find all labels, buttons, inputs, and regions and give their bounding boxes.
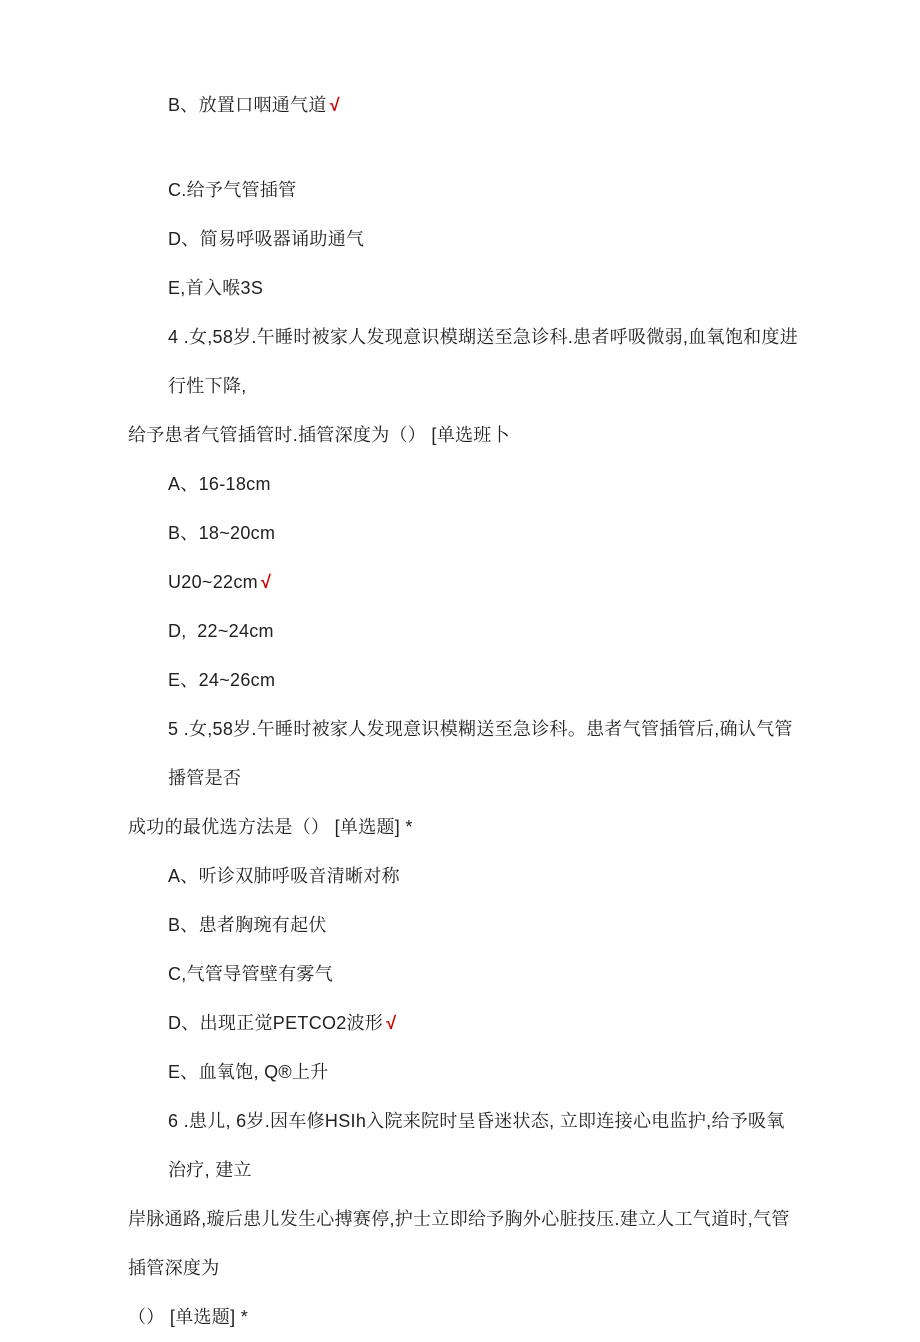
question-text: 5 .女,58岁.午睡时被家人发现意识模糊送至急诊科。患者气管插管后,确认气管播管是否	[168, 719, 793, 788]
q4-option-e	[128, 656, 800, 705]
correct-answer-check-icon: √	[329, 95, 340, 115]
option-text: A、听诊双肺呼吸音清晰对称	[168, 866, 400, 886]
q3-option-d	[128, 215, 800, 264]
question-text: 给予患者气管插管时.插管深度为（） [单选班卜	[128, 425, 510, 445]
question-text: 4 .女,58岁.午睡时被家人发现意识模瑚送至急诊科.患者呼吸微弱,血氧饱和度进行性下降,	[168, 327, 799, 396]
q3-option-b	[128, 81, 800, 130]
option-text: E,首入喉3S	[168, 278, 264, 298]
option-text: E、24~26cm	[168, 670, 276, 690]
q5-option-d	[128, 999, 800, 1048]
q4-option-a	[128, 460, 800, 509]
q5-option-e	[128, 1048, 800, 1097]
option-text: B、放置口咽通气道	[168, 95, 327, 115]
option-text: C,气管导管壁有雾气	[168, 964, 333, 984]
option-text: E、血氧饱, Q®上升	[168, 1062, 329, 1082]
q3-option-c	[128, 166, 800, 215]
option-text: D、出现正觉PETCO2波形	[168, 1013, 384, 1033]
question-5-text-line-1	[128, 705, 800, 803]
q4-option-b	[128, 509, 800, 558]
question-text: 成功的最优选方法是（） [单选题] *	[128, 817, 413, 837]
question-6-text-line-1	[128, 1097, 800, 1195]
option-text: A、16-18cm	[168, 474, 271, 494]
question-4-text-line-2	[128, 411, 800, 460]
question-text: 岸脉通路,璇后患儿发生心搏赛停,护士立即给予胸外心脏技压.建立人工气道时,气管插管深度为	[128, 1209, 790, 1278]
question-6-text-line-3	[128, 1293, 800, 1342]
option-text: B、患者胸琬有起伏	[168, 915, 327, 935]
option-text: C.给予气管插管	[168, 180, 297, 200]
q5-option-b	[128, 901, 800, 950]
option-text: U20~22cm	[168, 572, 258, 592]
correct-answer-check-icon: √	[386, 1013, 397, 1033]
question-4-text-line-1	[128, 313, 800, 411]
q5-option-c	[128, 950, 800, 999]
question-5-text-line-2	[128, 803, 800, 852]
option-text: B、18~20cm	[168, 523, 276, 543]
q5-option-a	[128, 852, 800, 901]
question-text: 6 .患儿, 6岁.因车修HSIh入院来院时呈昏迷状态, 立即连接心电监护,给予吸氧治疗, 建立	[168, 1111, 785, 1180]
q4-option-d	[128, 607, 800, 656]
option-text: D, 22~24cm	[168, 621, 274, 641]
question-6-text-line-2	[128, 1195, 800, 1293]
option-text: D、简易呼吸器诵助通气	[168, 229, 365, 249]
q3-option-e	[128, 264, 800, 313]
question-text: （） [单选题] *	[128, 1307, 249, 1327]
correct-answer-check-icon: √	[260, 572, 272, 592]
q4-option-c	[128, 558, 800, 607]
